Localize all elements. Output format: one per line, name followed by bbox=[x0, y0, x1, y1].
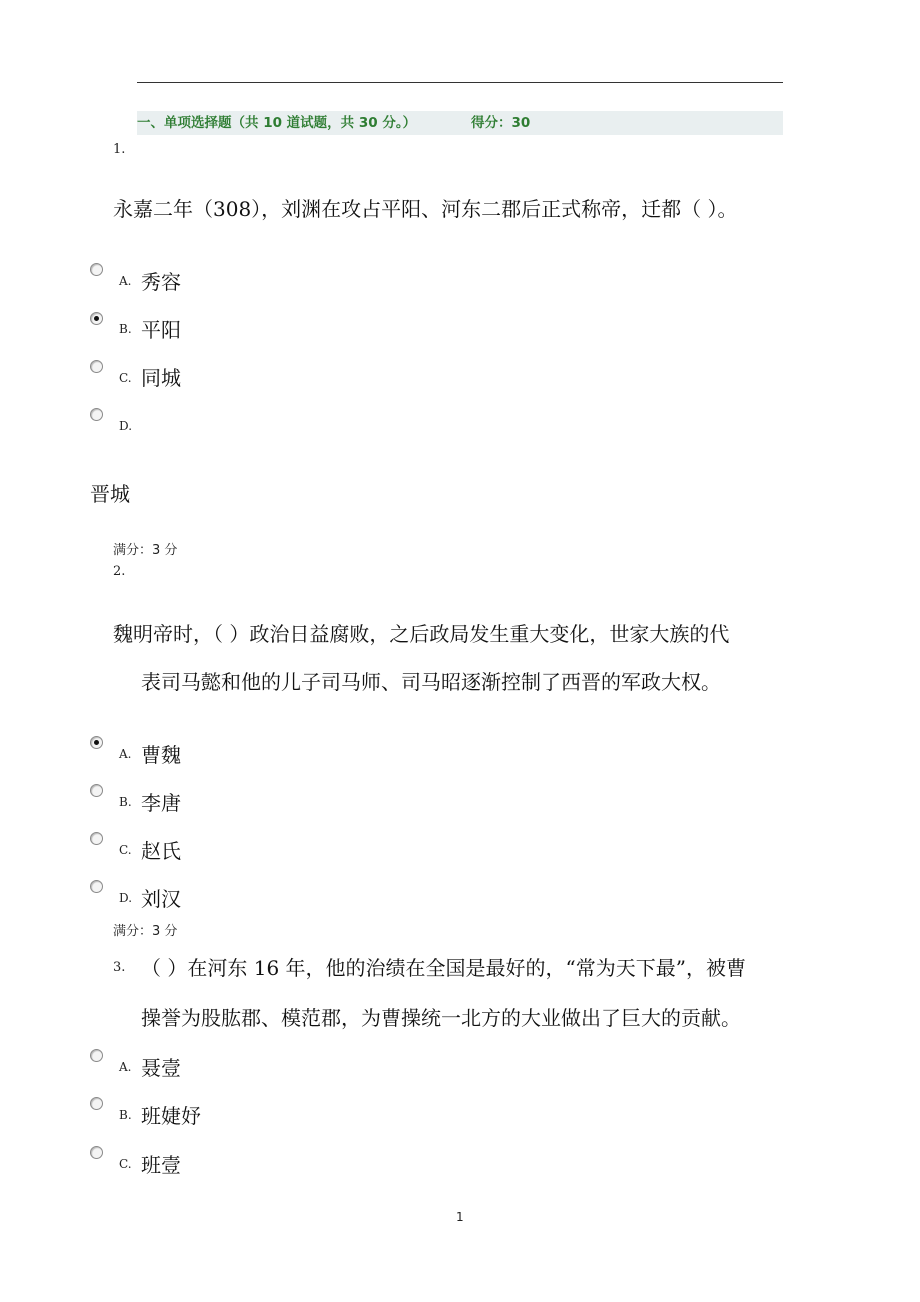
option-b-letter: B. bbox=[119, 1108, 132, 1122]
question-max-score: 满分：3 分 bbox=[113, 543, 178, 558]
option-c-radio[interactable] bbox=[90, 832, 103, 845]
question-stem: 永嘉二年（308），刘渊在攻占平阳、河东二郡后正式称帝，迁都（ ）。 bbox=[113, 197, 738, 221]
option-a-letter: A. bbox=[119, 747, 132, 761]
option-b-radio[interactable] bbox=[90, 1097, 103, 1110]
section-title: 一、单项选择题（共 10 道试题，共 30 分。） bbox=[137, 115, 417, 131]
option-a-text: 秀容 bbox=[141, 270, 181, 294]
option-b-letter: B. bbox=[119, 795, 132, 809]
option-d-text: 晋城 bbox=[90, 482, 130, 506]
question-number: 1. bbox=[113, 142, 126, 157]
question-stem-line-1: （ ）在河东 16 年，他的治绩在全国是最好的，“常为天下最”，被曹 bbox=[141, 956, 746, 980]
option-d-radio[interactable] bbox=[90, 408, 103, 421]
header-divider bbox=[137, 82, 783, 83]
option-b-text: 平阳 bbox=[141, 318, 181, 342]
option-b-text: 班婕妤 bbox=[141, 1104, 201, 1128]
option-b-radio[interactable] bbox=[90, 784, 103, 797]
option-a-letter: A. bbox=[119, 1060, 132, 1074]
section-header bbox=[137, 111, 783, 135]
option-c-radio[interactable] bbox=[90, 360, 103, 373]
question-stem-line-1: 魏明帝时，（ ）政治日益腐败，之后政局发生重大变化，世家大族的代 bbox=[113, 622, 730, 646]
option-a-radio[interactable] bbox=[90, 1049, 103, 1062]
option-a-letter: A. bbox=[119, 274, 132, 288]
option-c-text: 赵氏 bbox=[141, 839, 181, 863]
option-c-letter: C. bbox=[119, 843, 132, 857]
option-c-letter: C. bbox=[119, 1157, 132, 1171]
option-b-text: 李唐 bbox=[141, 791, 181, 815]
question-stem-line-2: 操誉为股肱郡、模范郡，为曹操统一北方的大业做出了巨大的贡献。 bbox=[141, 1006, 741, 1030]
option-a-text: 聂壹 bbox=[141, 1056, 181, 1080]
option-c-radio[interactable] bbox=[90, 1146, 103, 1159]
option-d-letter: D. bbox=[119, 419, 133, 433]
option-d-letter: D. bbox=[119, 891, 133, 905]
question-number: 3. bbox=[113, 960, 126, 975]
option-a-radio[interactable] bbox=[90, 263, 103, 276]
option-c-letter: C. bbox=[119, 371, 132, 385]
section-score: 得分：30 bbox=[471, 115, 531, 131]
option-c-text: 班壹 bbox=[141, 1153, 181, 1177]
question-number: 2. bbox=[113, 564, 126, 579]
option-b-radio[interactable] bbox=[90, 312, 103, 325]
option-b-letter: B. bbox=[119, 322, 132, 336]
option-c-text: 同城 bbox=[141, 366, 181, 390]
question-max-score: 满分：3 分 bbox=[113, 924, 178, 939]
question-stem-line-2: 表司马懿和他的儿子司马师、司马昭逐渐控制了西晋的军政大权。 bbox=[141, 670, 721, 694]
option-a-radio[interactable] bbox=[90, 736, 103, 749]
option-a-text: 曹魏 bbox=[141, 743, 181, 767]
page-number: 1 bbox=[456, 1210, 464, 1224]
option-d-text: 刘汉 bbox=[141, 887, 181, 911]
option-d-radio[interactable] bbox=[90, 880, 103, 893]
